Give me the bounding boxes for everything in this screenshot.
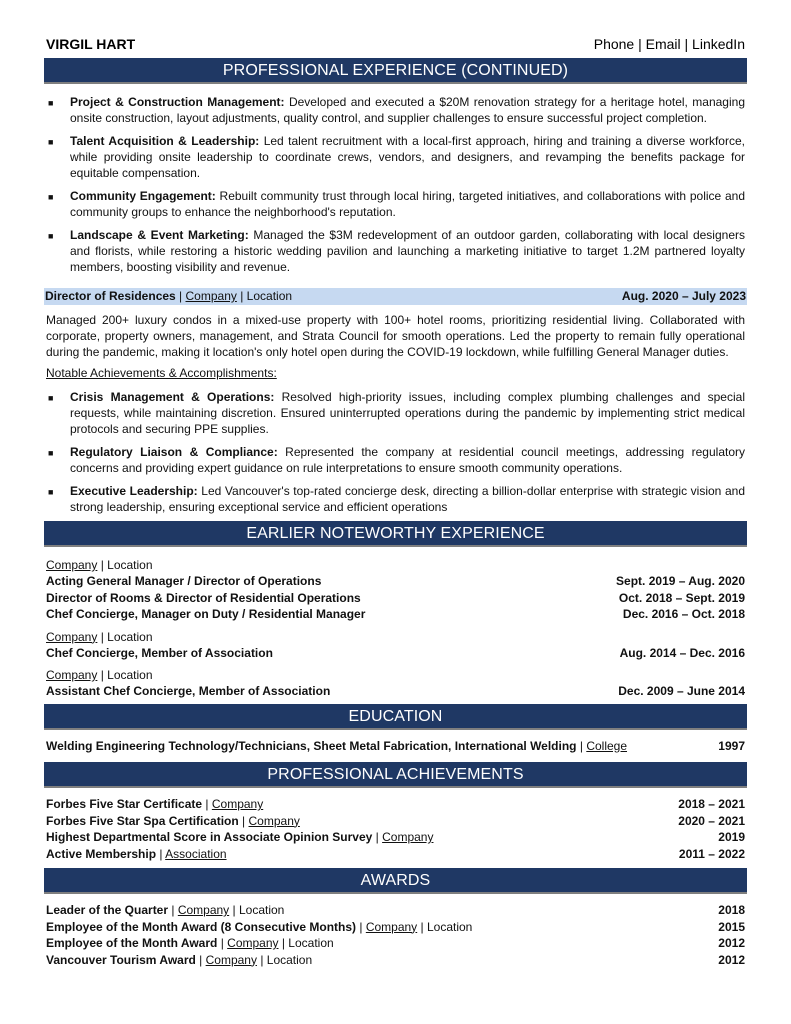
bullet-icon: ■ — [48, 448, 54, 458]
bullet-title: Project & Construction Management: — [70, 95, 285, 109]
award-year: 2012 — [718, 936, 745, 950]
earlier-company-group — [46, 629, 745, 662]
award-title: Leader of the Quarter — [46, 903, 169, 917]
achievement-entry — [46, 813, 300, 830]
award-location: | Location — [278, 936, 334, 950]
role-dates: Sept. 2019 – Aug. 2020 — [616, 574, 745, 588]
separator: | — [195, 952, 206, 967]
separator: | — [356, 919, 366, 934]
section-header-education: EDUCATION — [44, 704, 747, 730]
degree: Welding Engineering Technology/Technicians, Sheet Metal Fabrication, International Welding — [46, 738, 577, 753]
achievement-entry — [46, 829, 433, 846]
award-entry — [46, 952, 312, 969]
bullet-text: Resolved high-priority issues, including complex plumbing challenges and special requests, while maintaining discretion. Ensured uninterrupted operations during the pandemic by implementing strict medical protocols and securing PPE supplies. — [70, 390, 745, 436]
award-year: 2012 — [718, 952, 745, 967]
company-line — [46, 557, 745, 573]
award-row — [46, 919, 745, 936]
achievement-org: Company — [382, 830, 434, 844]
list-item — [46, 227, 745, 275]
company-location: | Location — [97, 629, 153, 644]
bullet-title: Landscape & Event Marketing: — [70, 228, 249, 242]
achievement-org: Association — [165, 846, 227, 861]
candidate-name: VIRGIL HART — [46, 36, 136, 52]
education-list — [46, 738, 745, 755]
company-line — [46, 629, 745, 645]
role-header — [44, 288, 747, 305]
earlier-role-row — [46, 606, 745, 623]
bullet-icon: ■ — [48, 98, 54, 108]
achievement-row — [46, 796, 745, 813]
achievement-years: 2019 — [718, 830, 745, 844]
list-item — [46, 133, 745, 181]
role-title: Assistant Chef Concierge, Member of Association — [46, 684, 331, 698]
bullet-icon: ■ — [48, 192, 54, 202]
achievement-title: Highest Departmental Score in Associate Opinion Survey — [46, 830, 373, 844]
achievement-row — [46, 829, 745, 846]
company-location: | Location — [97, 558, 153, 572]
role-heading — [45, 288, 292, 305]
award-entry — [46, 935, 334, 952]
company-name: Company — [46, 668, 98, 682]
achievement-years: 2018 – 2021 — [678, 797, 745, 811]
role-title: Chef Concierge, Member of Association — [46, 645, 273, 660]
education-entry — [46, 738, 627, 755]
award-location: | Location — [256, 952, 313, 967]
bullet-icon: ■ — [48, 393, 54, 403]
role-summary: Managed 200+ luxury condos in a mixed-use property with 100+ hotel rooms, prioritizing residential living. Collaborated with corporate, property owners, management, and Strata Council for smooth operations. Led the property to remain fully operational during the pandemic, making it location's only hotel open during the COVID-19 lockdown, while fulfilling General Manager duties. — [46, 313, 745, 359]
education-row — [46, 738, 745, 755]
award-org: Company — [205, 952, 257, 967]
award-location: | Location — [417, 919, 473, 934]
award-org: Company — [227, 936, 279, 950]
earlier-role-row — [46, 590, 745, 607]
earlier-role-row — [46, 683, 745, 700]
school: College — [586, 738, 628, 753]
separator: | — [168, 903, 178, 917]
award-org: Company — [365, 919, 418, 934]
achievements-list — [46, 796, 745, 862]
bullet-title: Talent Acquisition & Leadership: — [70, 134, 260, 148]
education-year: 1997 — [718, 738, 745, 753]
continued-bullet-list — [46, 94, 745, 275]
achievement-entry — [46, 846, 227, 863]
separator: | — [217, 936, 228, 950]
achievement-years: 2011 – 2022 — [678, 846, 745, 861]
role-title: Director of Residences — [45, 289, 176, 303]
separator: | — [238, 813, 249, 828]
bullet-icon: ■ — [48, 487, 54, 497]
list-item — [46, 444, 745, 476]
role-title: Acting General Manager / Director of Operations — [46, 574, 322, 588]
company-name: Company — [46, 558, 98, 572]
award-year: 2018 — [718, 903, 745, 917]
bullet-text: Represented the company at residential council meetings, addressing regulatory concerns and providing expert guidance on rule interpretations to ensure smooth community operations. — [70, 445, 745, 475]
company-name: Company — [46, 629, 98, 644]
role-dates: Oct. 2018 – Sept. 2019 — [618, 590, 745, 605]
bullet-text: Led talent recruitment with a local-first approach, hiring and training a diverse workforce, while providing onsite leadership to coordinate crews, vendors, and designers, and revamping the benefits package for equitable compensation. — [70, 134, 745, 180]
bullet-title: Executive Leadership: — [70, 484, 198, 498]
list-item — [46, 94, 745, 126]
achievement-title: Active Membership — [46, 846, 157, 861]
bullet-text: Led Vancouver's top-rated concierge desk, directing a billion-dollar enterprise with strategic vision and strong leadership, ensuring exceptional service and efficient operations — [70, 484, 745, 514]
separator: | — [175, 289, 186, 303]
award-row — [46, 902, 745, 919]
bullet-icon: ■ — [48, 137, 54, 147]
role-title: Director of Rooms & Director of Residential Operations — [46, 590, 361, 605]
list-item — [46, 483, 745, 515]
bullet-text: Developed and executed a $20M renovation strategy for a heritage hotel, managing onsite construction, layout adjustments, quality control, and supplier challenges to ensure successful project completion. — [70, 95, 745, 125]
achievement-row — [46, 813, 745, 830]
list-item — [46, 389, 745, 437]
role-title: Chef Concierge, Manager on Duty / Residential Manager — [46, 607, 366, 621]
section-header-awards: AWARDS — [44, 868, 747, 894]
achievement-org: Company — [248, 813, 300, 828]
achievement-title: Forbes Five Star Spa Certification — [46, 813, 239, 828]
section-header-earlier-experience: EARLIER NOTEWORTHY EXPERIENCE — [44, 521, 747, 547]
separator: | — [372, 830, 383, 844]
company-location: | Location — [97, 668, 153, 682]
role-dates: Aug. 2020 – July 2023 — [621, 289, 746, 303]
award-year: 2015 — [718, 919, 745, 934]
list-item — [46, 188, 745, 220]
bullet-title: Regulatory Liaison & Compliance: — [70, 445, 278, 459]
achievement-title: Forbes Five Star Certificate — [46, 797, 203, 811]
achievement-years: 2020 – 2021 — [678, 813, 745, 828]
award-entry — [46, 902, 284, 919]
earlier-role-row — [46, 645, 745, 662]
achievements-subheading: Notable Achievements & Accomplishments: — [46, 366, 277, 380]
award-location: | Location — [229, 903, 285, 917]
award-row — [46, 952, 745, 969]
section-header-experience-continued: PROFESSIONAL EXPERIENCE (CONTINUED) — [44, 58, 747, 84]
role-location: Location — [246, 289, 293, 303]
separator: | — [156, 846, 166, 861]
bullet-icon: ■ — [48, 231, 54, 241]
achievement-entry — [46, 796, 263, 813]
award-title: Vancouver Tourism Award — [46, 952, 196, 967]
company-line — [46, 667, 745, 683]
earlier-role-row — [46, 573, 745, 590]
separator: | — [202, 797, 212, 811]
bullet-text: Rebuilt community trust through local hiring, targeted initiatives, and collaborations with police and community groups to enhance the neighborhood's reputation. — [70, 189, 745, 219]
earlier-company-group — [46, 667, 745, 700]
award-title: Employee of the Month Award (8 Consecutive Months) — [46, 919, 357, 934]
achievement-org: Company — [211, 797, 264, 811]
awards-list — [46, 902, 745, 968]
award-org: Company — [177, 903, 230, 917]
bullet-text: Managed the $3M redevelopment of an outdoor garden, collaborating with local designers and florists, while restoring a historic wedding pavilion and launching a marketing initiative to target 1.2M partnered loyalty members, boosting visibility and revenue. — [70, 228, 745, 274]
role-dates: Dec. 2016 – Oct. 2018 — [622, 607, 745, 621]
award-title: Employee of the Month Award — [46, 936, 218, 950]
award-row — [46, 935, 745, 952]
section-header-achievements: PROFESSIONAL ACHIEVEMENTS — [44, 762, 747, 788]
contact-line: Phone | Email | LinkedIn — [593, 36, 745, 52]
role-dates: Aug. 2014 – Dec. 2016 — [619, 645, 745, 660]
award-entry — [46, 919, 472, 936]
bullet-title: Crisis Management & Operations: — [70, 390, 275, 404]
role-company: Company — [185, 289, 237, 303]
separator: | — [236, 289, 247, 303]
achievement-row — [46, 846, 745, 863]
separator: | — [576, 738, 587, 753]
bullet-title: Community Engagement: — [70, 189, 216, 203]
role-bullet-list — [46, 389, 745, 515]
role-dates: Dec. 2009 – June 2014 — [618, 684, 745, 698]
earlier-company-group — [46, 557, 745, 623]
resume-header — [46, 36, 745, 58]
